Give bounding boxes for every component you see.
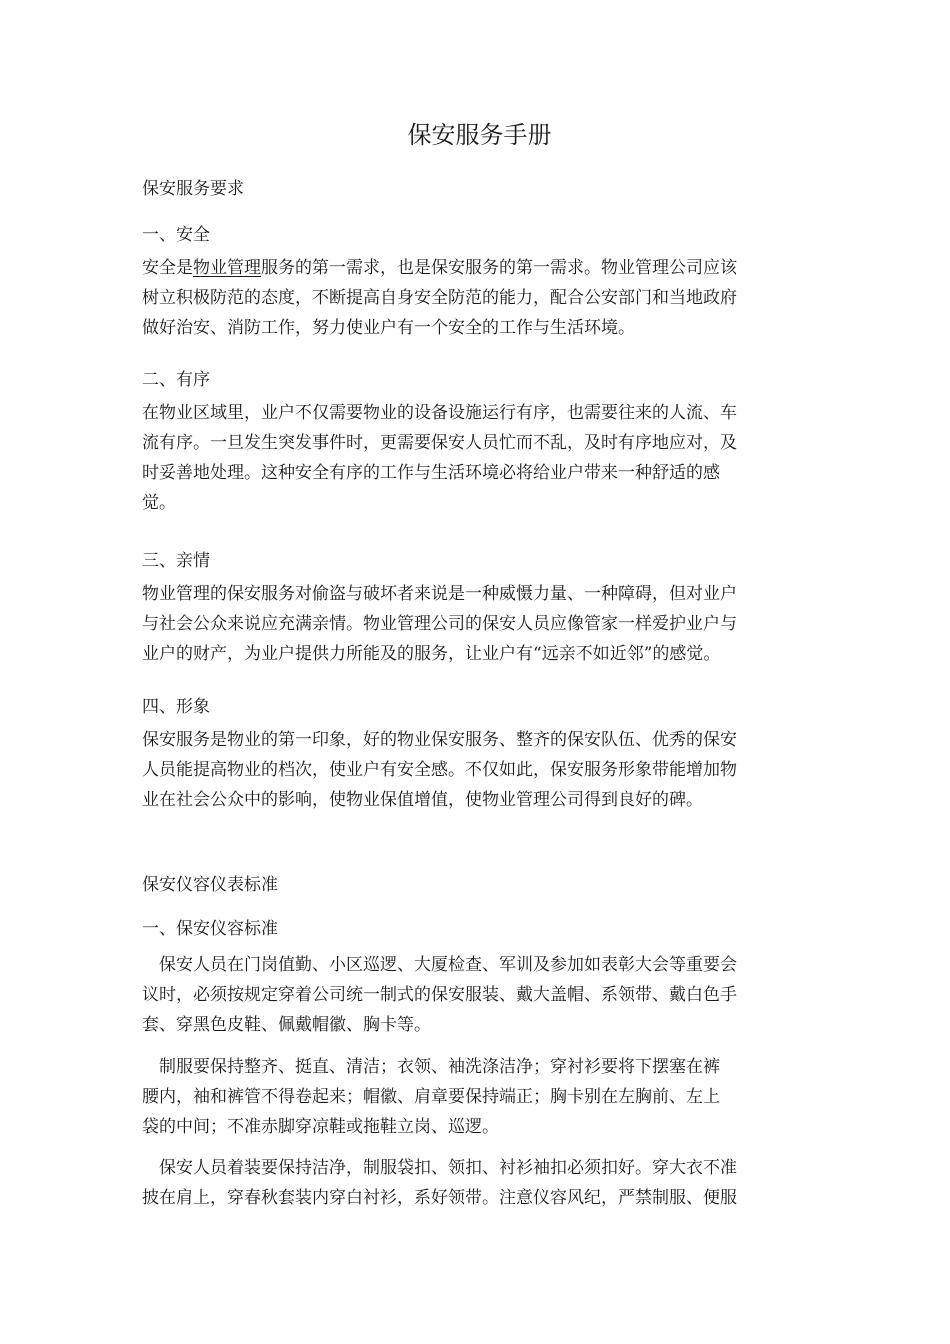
section-heading-service-requirements: 保安服务要求 xyxy=(142,179,244,199)
paragraph-line: 觉。 xyxy=(142,493,176,513)
section-heading-appearance-standards: 保安仪容仪表标准 xyxy=(142,875,278,895)
paragraph-line: 业户的财产，为业户提供力所能及的服务，让业户有“远亲不如近邻”的感觉。 xyxy=(142,644,721,664)
paragraph-line: 制服要保持整齐、挺直、清洁；衣领、袖洗涤洁净；穿衬衫要将下摆塞在裤 xyxy=(159,1057,720,1077)
underlined-term: 物业管理 xyxy=(193,258,261,278)
item-heading-order: 二、有序 xyxy=(142,370,210,390)
paragraph-line: 袋的中间；不准赤脚穿凉鞋或拖鞋立岗、巡逻。 xyxy=(142,1117,499,1137)
document-title: 保安服务手册 xyxy=(407,121,552,149)
item-paragraph-order xyxy=(142,398,817,518)
paragraph-line: 保安服务是物业的第一印象，好的物业保安服务、整齐的保安队伍、优秀的保安 xyxy=(142,730,737,750)
paragraph-line: 保安人员在门岗值勤、小区巡逻、大厦检查、军训及参加如表彰大会等重要会 xyxy=(159,955,737,975)
item-paragraph-image xyxy=(142,725,817,815)
paragraph-line: 流有序。一旦发生突发事件时，更需要保安人员忙而不乱，及时有序地应对，及 xyxy=(142,433,737,453)
paragraph-line: 人员能提高物业的档次，使业户有安全感。不仅如此，保安服务形象带能增加物 xyxy=(142,760,737,780)
item-heading-affection: 三、亲情 xyxy=(142,551,210,571)
paragraph-line: 披在肩上，穿春秋套装内穿白衬衫，系好领带。注意仪容风纪，严禁制服、便服 xyxy=(142,1188,737,1208)
item-heading-image: 四、形象 xyxy=(142,697,210,717)
paragraph-line: 在物业区域里，业户不仅需要物业的设备设施运行有序，也需要往来的人流、车 xyxy=(142,403,737,423)
paragraph-line: 业在社会公众中的影响，使物业保值增值，使物业管理公司得到良好的碑。 xyxy=(142,790,703,810)
paragraph-line: 时妥善地处理。这种安全有序的工作与生活环境必将给业户带来一种舒适的感 xyxy=(142,463,720,483)
appearance-paragraph-3 xyxy=(142,1153,817,1213)
paragraph-line: 腰内，袖和裤管不得卷起来；帽徽、肩章要保持端正；胸卡别在左胸前、左上 xyxy=(142,1087,720,1107)
paragraph-line: 物业管理的保安服务对偷盗与破坏者来说是一种威慑力量、一种障碍，但对业户 xyxy=(142,584,737,604)
paragraph-line: 树立积极防范的态度，不断提高自身安全防范的能力，配合公安部门和当地政府 xyxy=(142,288,737,308)
item-paragraph-safety xyxy=(142,253,817,343)
paragraph-line: 安全是物业管理服务的第一需求，也是保安服务的第一需求。物业管理公司应该 xyxy=(142,258,737,278)
paragraph-line: 议时，必须按规定穿着公司统一制式的保安服装、戴大盖帽、系领带、戴白色手 xyxy=(142,985,737,1005)
paragraph-line: 做好治安、消防工作，努力使业户有一个安全的工作与生活环境。 xyxy=(142,318,635,338)
item-heading-safety: 一、安全 xyxy=(142,225,210,245)
subheading-appearance-standard: 一、保安仪容标准 xyxy=(142,919,278,939)
paragraph-line: 保安人员着装要保持洁净，制服袋扣、领扣、衬衫袖扣必须扣好。穿大衣不准 xyxy=(159,1158,737,1178)
paragraph-line: 套、穿黑色皮鞋、佩戴帽徽、胸卡等。 xyxy=(142,1015,431,1035)
paragraph-line: 与社会公众来说应充满亲情。物业管理公司的保安人员应像管家一样爱护业户与 xyxy=(142,614,737,634)
appearance-paragraph-1 xyxy=(142,950,817,1040)
item-paragraph-affection xyxy=(142,579,817,669)
appearance-paragraph-2 xyxy=(142,1052,817,1142)
